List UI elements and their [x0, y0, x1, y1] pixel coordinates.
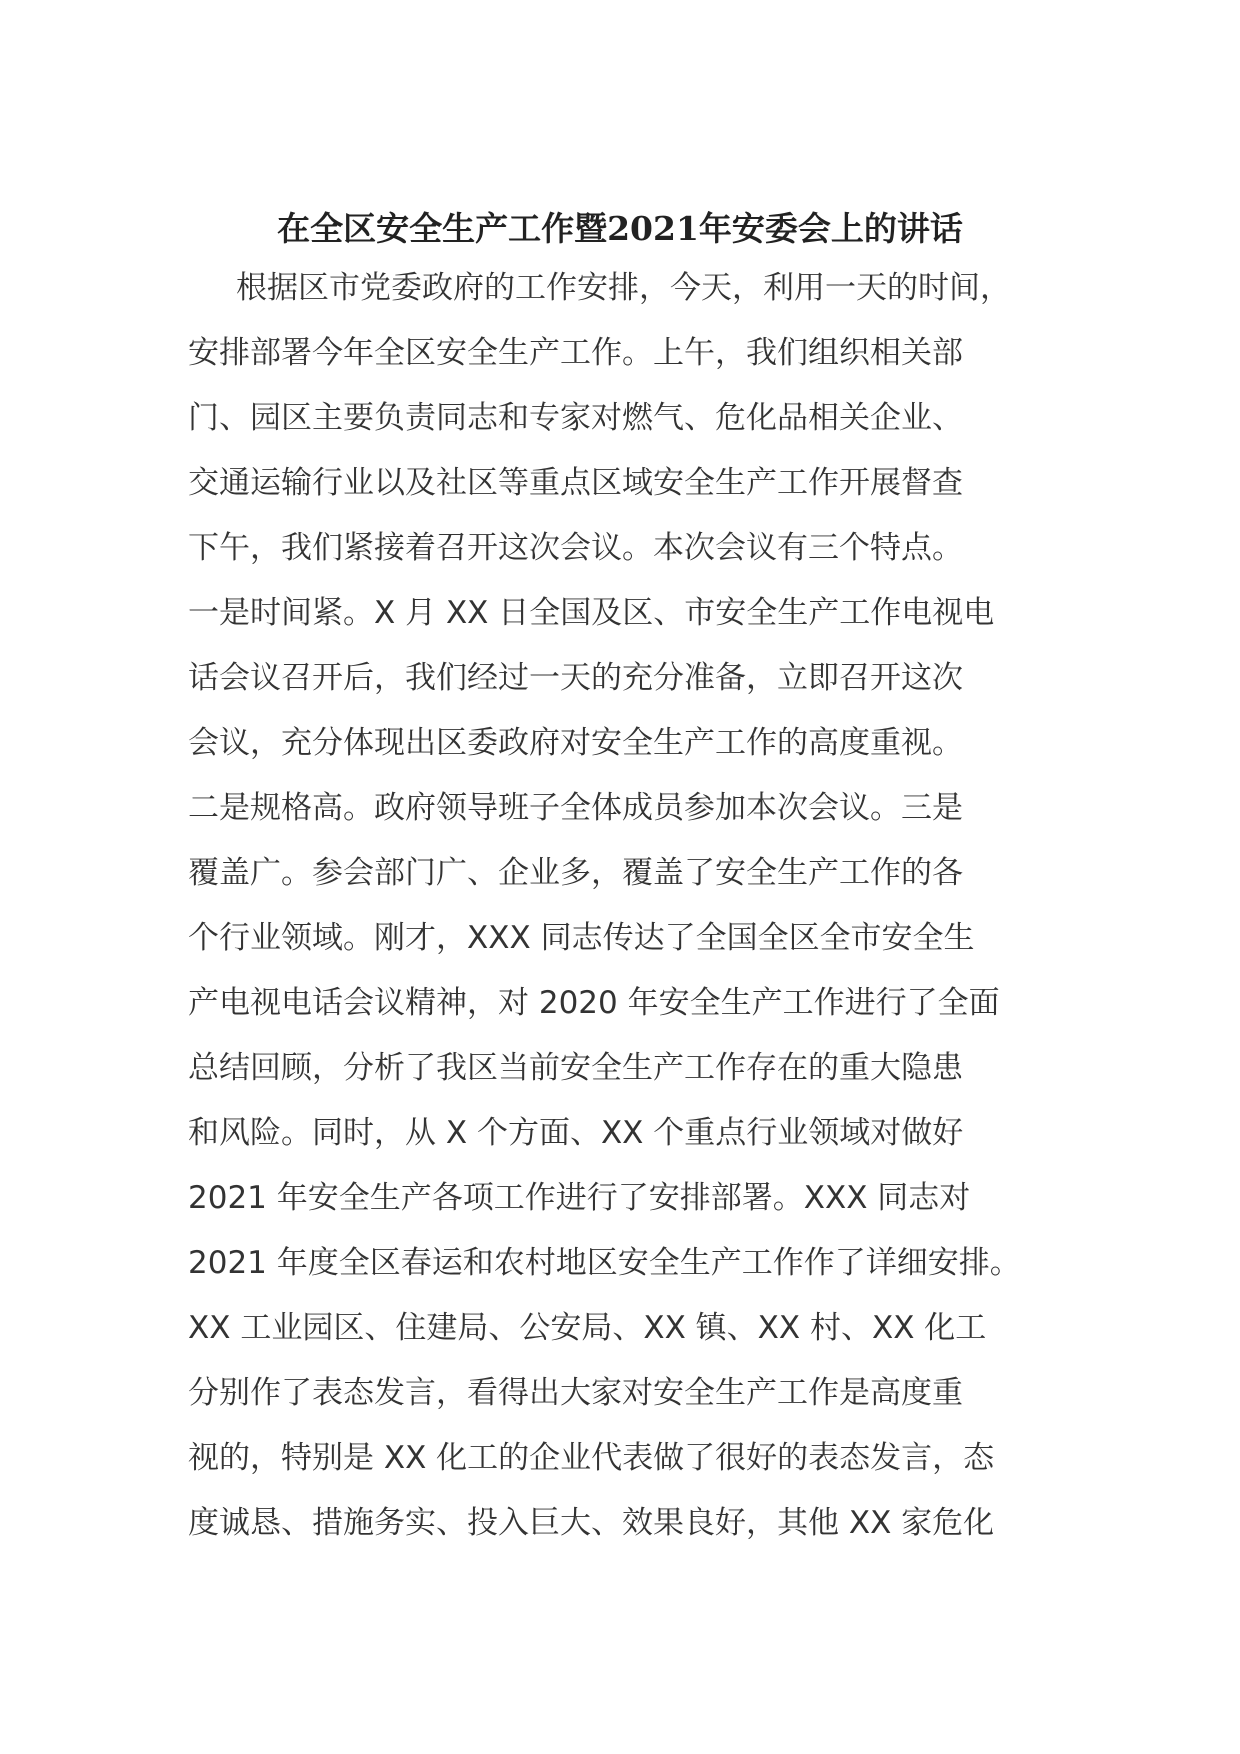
- text-line: 根据区市党委政府的工作安排，今天，利用一天的时间，: [236, 270, 1011, 306]
- text-line: 下午，我们紧接着召开这次会议。本次会议有三个特点。: [188, 530, 963, 566]
- text-line: 二是规格高。政府领导班子全体成员参加本次会议。三是: [188, 790, 963, 826]
- text-line: 安排部署今年全区安全生产工作。上午，我们组织相关部: [188, 335, 963, 371]
- text-line: 分别作了表态发言，看得出大家对安全生产工作是高度重: [188, 1375, 963, 1411]
- text-line: XX 工业园区、住建局、公安局、XX 镇、XX 村、XX 化工: [188, 1310, 987, 1346]
- text-line: 度诚恳、措施务实、投入巨大、效果良好，其他 XX 家危化: [188, 1505, 995, 1541]
- text-line: 视的，特别是 XX 化工的企业代表做了很好的表态发言，态: [188, 1440, 995, 1476]
- page-title: 在全区安全生产工作暨2021年安委会上的讲话: [277, 209, 963, 248]
- text-line: 和风险。同时，从 X 个方面、XX 个重点行业领域对做好: [188, 1115, 964, 1151]
- text-line: 2021 年安全生产各项工作进行了安排部署。XXX 同志对: [188, 1180, 971, 1216]
- text-line: 2021 年度全区春运和农村地区安全生产工作作了详细安排。: [188, 1245, 1021, 1281]
- text-line: 覆盖广。参会部门广、企业多，覆盖了安全生产工作的各: [188, 855, 963, 891]
- text-line: 话会议召开后，我们经过一天的充分准备，立即召开这次: [188, 660, 963, 696]
- text-line: 总结回顾，分析了我区当前安全生产工作存在的重大隐患: [188, 1050, 963, 1086]
- text-line: 个行业领域。刚才，XXX 同志传达了全国全区全市安全生: [188, 920, 975, 956]
- text-line: 一是时间紧。X 月 XX 日全国及区、市安全生产工作电视电: [188, 595, 995, 631]
- text-line: 交通运输行业以及社区等重点区域安全生产工作开展督查: [188, 465, 963, 501]
- body-text: [188, 256, 1088, 1556]
- text-line: 产电视电话会议精神，对 2020 年安全生产工作进行了全面: [188, 985, 1000, 1021]
- text-line: 会议，充分体现出区委政府对安全生产工作的高度重视。: [188, 725, 963, 761]
- text-line: 门、园区主要负责同志和专家对燃气、危化品相关企业、: [188, 400, 963, 436]
